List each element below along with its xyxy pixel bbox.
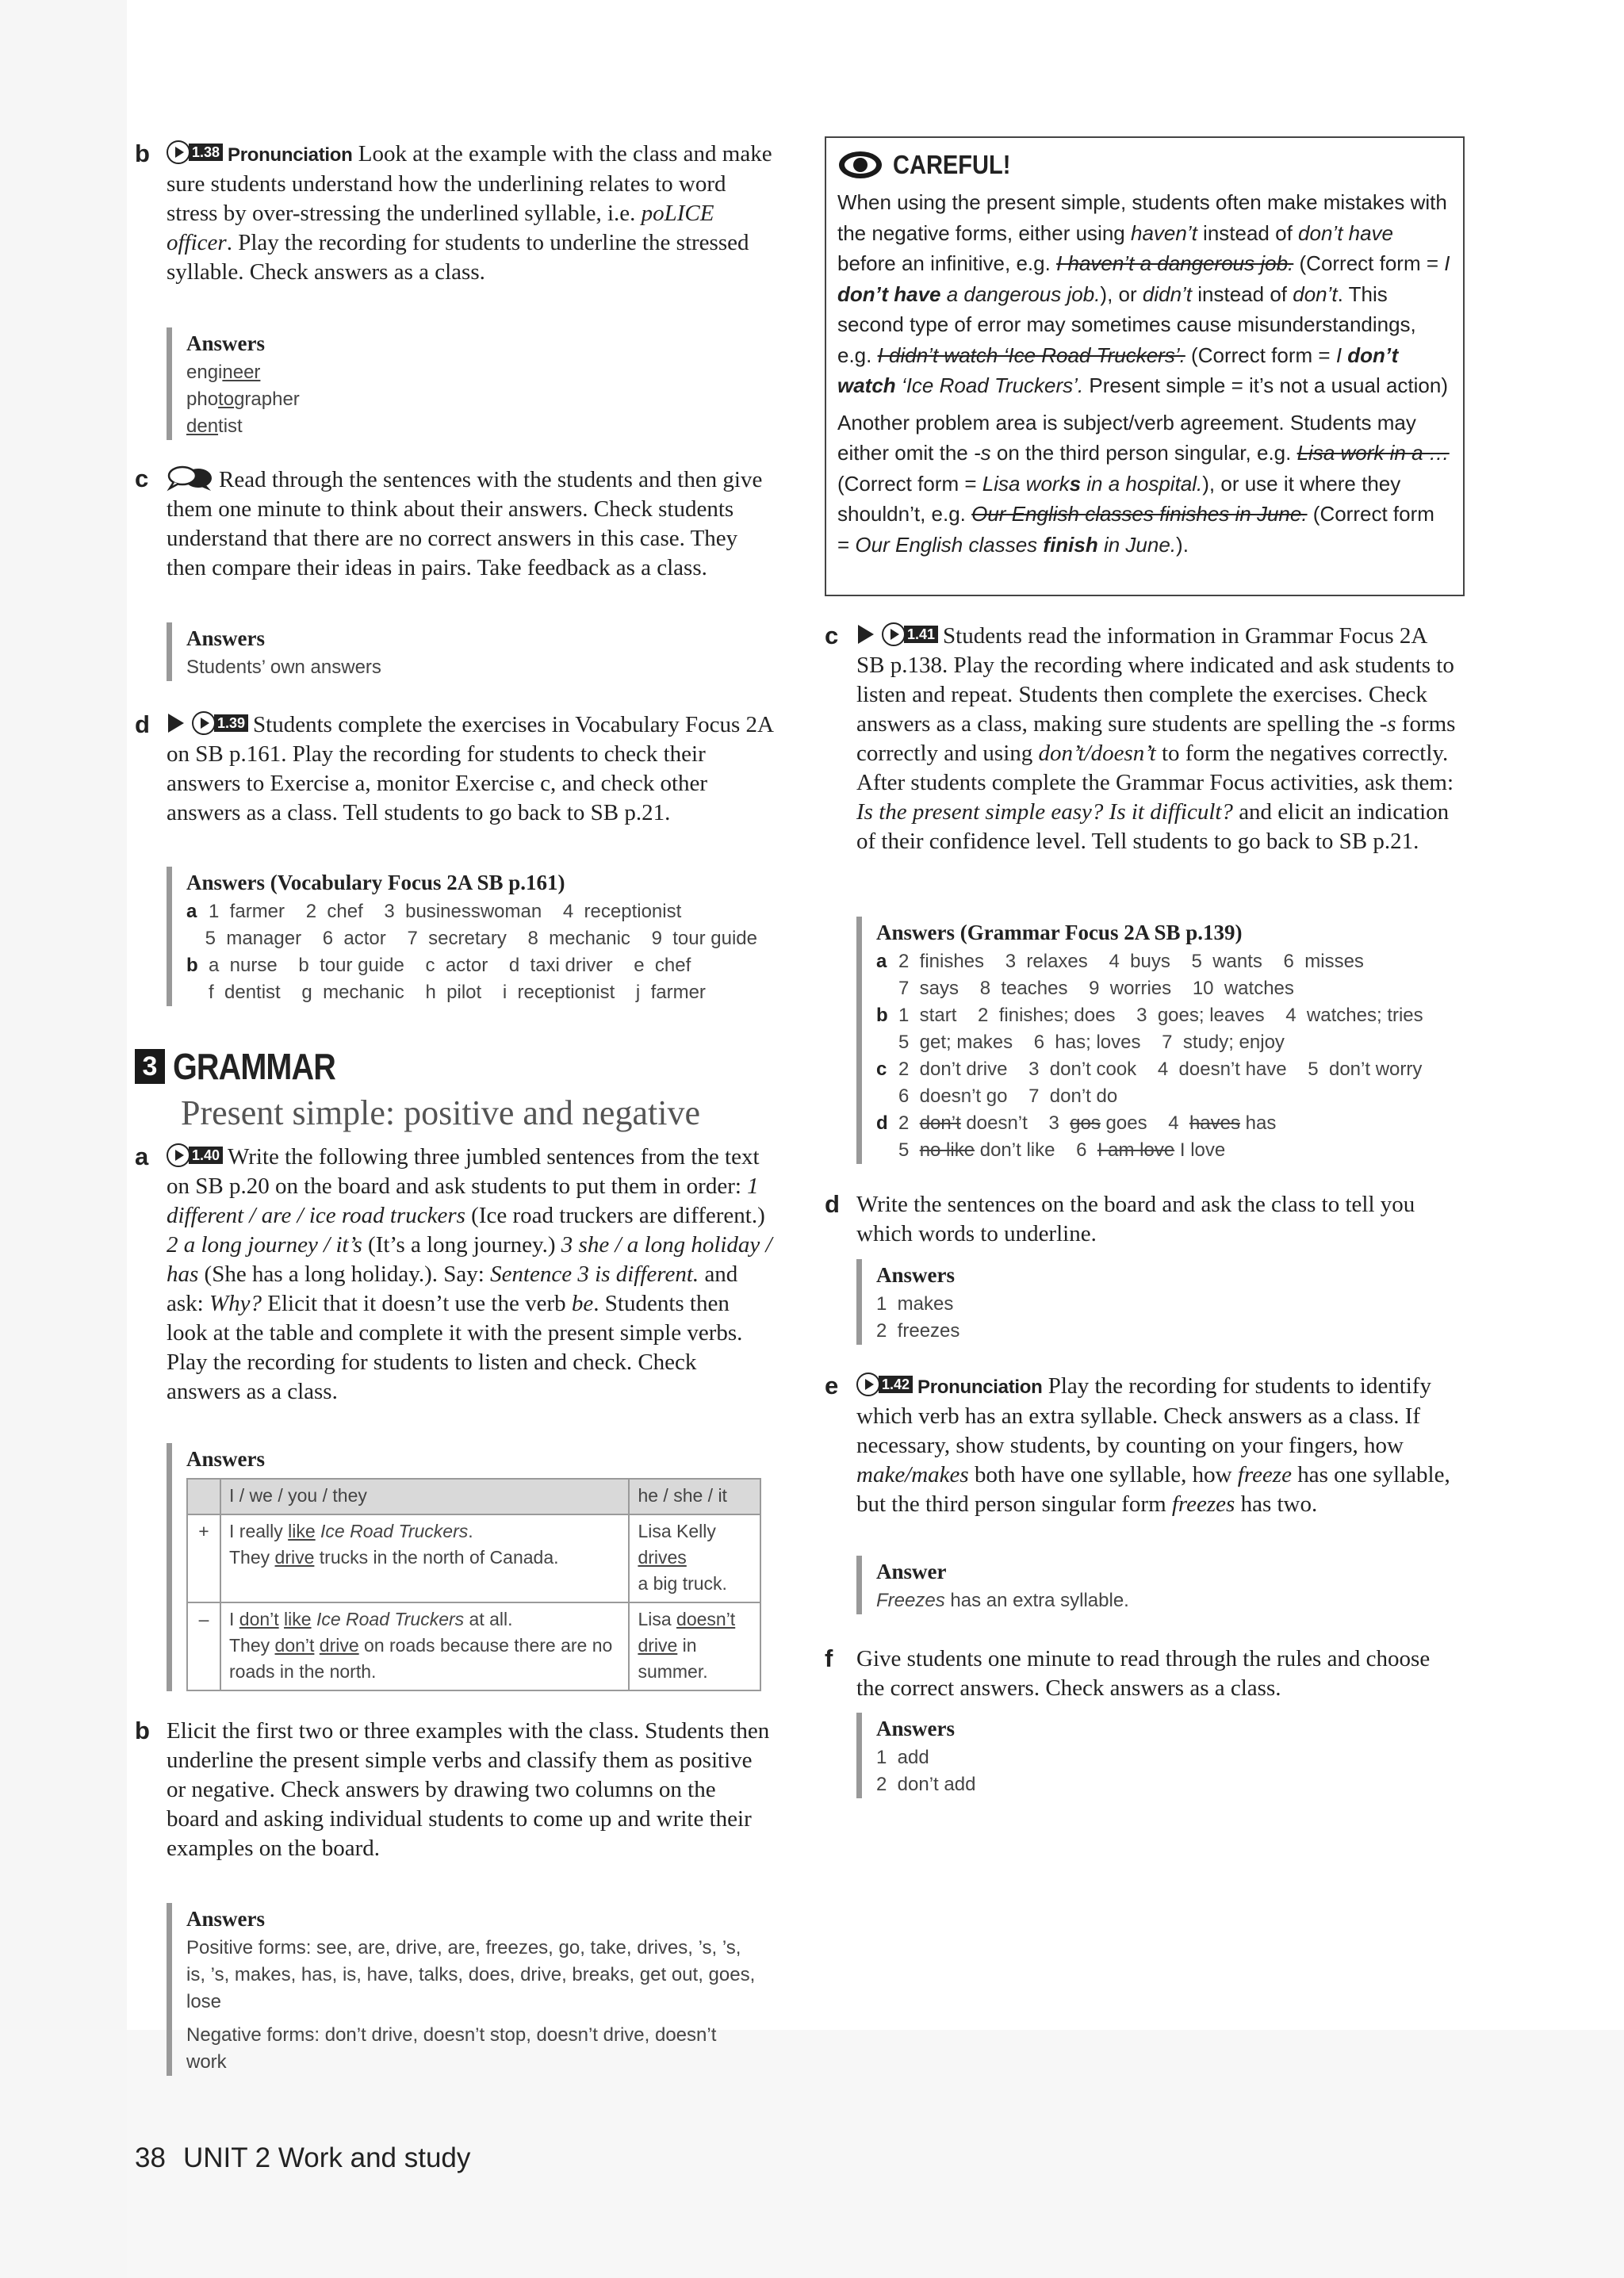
exercise-letter: e	[825, 1372, 839, 1399]
careful-title: CAREFUL!	[893, 150, 1011, 179]
grammar-table: I / we / you / they he / she / it + I really like Ice Road Truckers. They drive trucks in the north of Canada. Lisa Kelly drives a big truck. – I don’t like Ice Road Truckers at all. They don’t drive on roads because there are no roads in the north. Lisa doesn’t drive in summer.	[186, 1478, 761, 1691]
answers-box: Answers 1 makes 2 freezes	[856, 1259, 1447, 1345]
eye-icon	[837, 150, 883, 180]
exercise-letter: d	[135, 710, 150, 738]
exercise-letter: b	[135, 140, 150, 167]
section-title: GRAMMAR	[173, 1046, 335, 1087]
section-number: 3	[135, 1049, 165, 1084]
exercise-text: 1.38 Pronunciation Look at the example with the class and make sure students understand how the underlining relates to word stress by over-stressing the underlined syllable, i.e. poLICE officer. Play the recording for students to underline the stressed syllable. Check answers as a class.	[167, 141, 772, 285]
answers-box: Answers I / we / you / they he / she / it + I really like Ice Road Truckers. They drive trucks in the north of Canada. Lisa Kelly drives a big truck. – I don’t like Ice Road Truckers at all. They don’t drive on roads because there are no roads in the north. Lisa doesn’t drive in summer.	[167, 1443, 773, 1691]
audio-track-badge[interactable]: 1.41	[882, 622, 938, 646]
answers-box: Answers 1 add 2 don’t add	[856, 1713, 1447, 1798]
answers-box: Answer Freezes has an extra syllable.	[856, 1556, 1447, 1614]
table-cell: I really like Ice Road Truckers. They drive trucks in the north of Canada.	[220, 1514, 629, 1602]
exercise-d-underline	[825, 1190, 1459, 1249]
play-icon	[856, 1373, 880, 1396]
audio-track-badge[interactable]: 1.38	[167, 140, 223, 164]
exercise-text: 1.39 Students complete the exercises in Vocabulary Focus 2A on SB p.161. Play the recording for students to check their answers to Exercise a, monitor Exercise c, and check other answers as a class. Tell students to go back to SB p.21.	[167, 712, 773, 825]
page-footer	[135, 2142, 488, 2174]
exercise-text: Write the sentences on the board and ask the class to tell you which words to underline.	[856, 1192, 1415, 1246]
focus-pointer-icon	[856, 623, 875, 645]
exercise-f-rules	[825, 1644, 1459, 1703]
audio-track-badge[interactable]: 1.40	[167, 1143, 223, 1167]
play-icon	[167, 1143, 190, 1167]
exercise-letter: b	[135, 1717, 150, 1744]
section-heading	[135, 1045, 362, 1088]
exercise-letter: a	[135, 1143, 149, 1170]
careful-box	[825, 136, 1465, 596]
exercise-letter: c	[135, 465, 149, 492]
exercise-c-discussion	[135, 465, 773, 583]
exercise-letter: f	[825, 1644, 833, 1672]
exercise-d-vocabulary	[135, 710, 773, 828]
table-cell: Lisa doesn’t drive in summer.	[629, 1602, 760, 1690]
exercise-b-pronunciation	[135, 140, 773, 287]
exercise-text: Elicit the first two or three examples with the class. Students then underline the present simple verbs and classify them as positive or negative. Check answers by drawing two columns on the board and asking individual students to come up and write their examples on the board.	[167, 1718, 770, 1861]
unit-title: UNIT 2 Work and study	[182, 2142, 471, 2173]
exercise-text: Read through the sentences with the students and then give them one minute to think about their answers. Check students understand that there are no correct answers in this case. They then compare their ideas in pairs. Take feedback as a class.	[167, 465, 773, 583]
table-cell: I don’t like Ice Road Truckers at all. They don’t drive on roads because there are no roads in the north.	[220, 1602, 629, 1690]
left-margin-shade	[0, 0, 127, 2278]
answer-item: dentist	[186, 415, 243, 437]
exercise-c-grammar-focus	[825, 622, 1459, 856]
speech-bubbles-icon	[167, 465, 214, 492]
section-subtitle: Present simple: positive and negative	[181, 1093, 700, 1132]
page-number: 38	[135, 2142, 166, 2173]
play-icon	[167, 140, 190, 164]
answers-box: Answers Students’ own answers	[167, 622, 757, 681]
answers-box: Answers (Vocabulary Focus 2A SB p.161) a 1 farmer 2 chef 3 businesswoman 4 receptionist 5 manager 6 actor 7 secretary 8 mechanic 9 tour guide b a nurse b tour guide c actor d taxi driver e chef f dentist g mechanic h pilot i receptionist j farmer	[167, 867, 757, 1006]
audio-track-badge[interactable]: 1.39	[192, 711, 248, 735]
focus-pointer-icon	[167, 712, 186, 734]
table-cell: Lisa Kelly drives a big truck.	[629, 1514, 760, 1602]
answer-item: engineer	[186, 362, 261, 383]
exercise-text: 1.42 Pronunciation Play the recording for students to identify which verb has an extra syllable. Check answers as a class. If necessary, show students, by counting on your fingers, how make/makes both have one syllable, how freeze has one syllable, but the third person singular form freezes has two.	[856, 1373, 1450, 1517]
answer-item: photographer	[186, 389, 300, 410]
exercise-a-grammar	[135, 1143, 773, 1407]
answers-box	[167, 327, 757, 440]
answers-box: Answers (Grammar Focus 2A SB p.139) a 2 finishes 3 relaxes 4 buys 5 wants 6 misses 7 says 8 teaches 9 worries 10 watches b 1 start 2 finishes; does 3 goes; leaves 4 watches; tries 5 get; makes 6 has; loves 7 study; enjoy c 2 don’t drive 3 don’t cook 4 doesn’t have 5 don’t worry 6 doesn’t go 7 don’t do d 2 don’t doesn’t 3 gos goes 4 haves has 5 no like don’t like 6 I am love I love	[856, 917, 1447, 1164]
careful-paragraph: When using the present simple, students often make mistakes with the negative forms, either using haven’t instead of don’t have before an infinitive, e.g. I haven’t a dangerous job. (Correct form = I don’t have a dangerous job.), or didn’t instead of don’t. This second type of error may sometimes cause misunderstandings, e.g. I didn’t watch ‘Ice Road Truckers’. (Correct form = I don’t watch ‘Ice Road Truckers’. Present simple = it’s not a usual action)	[837, 190, 1450, 397]
answers-title: Answers	[186, 331, 265, 355]
exercise-letter: d	[825, 1190, 840, 1218]
careful-paragraph: Another problem area is subject/verb agreement. Students may either omit the -s on the third person singular, e.g. Lisa work in a … (Correct form = Lisa works in a hospital.), or use it where they shouldn’t, e.g. Our English classes finishes in June. (Correct form = Our English classes finish in June.).	[837, 410, 1450, 557]
answers-box: Answers Positive forms: see, are, drive, are, freezes, go, take, drives, ’s, ’s, is, ’s, makes, has, is, have, talks, does, drive, breaks, get out, goes, lose Negative forms: don’t drive, doesn’t stop, doesn’t drive, doesn’t work	[167, 1903, 757, 2076]
exercise-text: 1.40 Write the following three jumbled sentences from the text on SB p.20 on the board and ask students to put them in order: 1 different / are / ice road truckers (Ice road truckers are different.) 2 a long journey / it’s (It’s a long journey.) 3 she / a long holiday / has (She has a long holiday.). Say: Sentence 3 is different. and ask: Why? Elicit that it doesn’t use the verb be. Students then look at the table and complete it with the present simple verbs. Play the recording for students to listen and check. Check answers as a class.	[167, 1144, 772, 1404]
exercise-b-underline	[135, 1717, 773, 1863]
play-icon	[882, 622, 906, 646]
exercise-letter: c	[825, 622, 839, 649]
exercise-e-pronunciation	[825, 1372, 1459, 1519]
play-icon	[192, 711, 216, 735]
exercise-text: 1.41 Students read the information in Grammar Focus 2A SB p.138. Play the recording where indicated and ask students to listen and repeat. Students then complete the exercises. Check answers as a class, making sure students are spelling the -s forms correctly and using don’t/doesn’t to form the negatives correctly. After students complete the Grammar Focus activities, ask them: Is the present simple easy? Is it difficult? and elicit an indication of their confidence level. Tell students to go back to SB p.21.	[856, 623, 1456, 854]
exercise-text: Give students one minute to read through the rules and choose the correct answers. Check answers as a class.	[856, 1646, 1431, 1701]
audio-track-badge[interactable]: 1.42	[856, 1373, 913, 1396]
